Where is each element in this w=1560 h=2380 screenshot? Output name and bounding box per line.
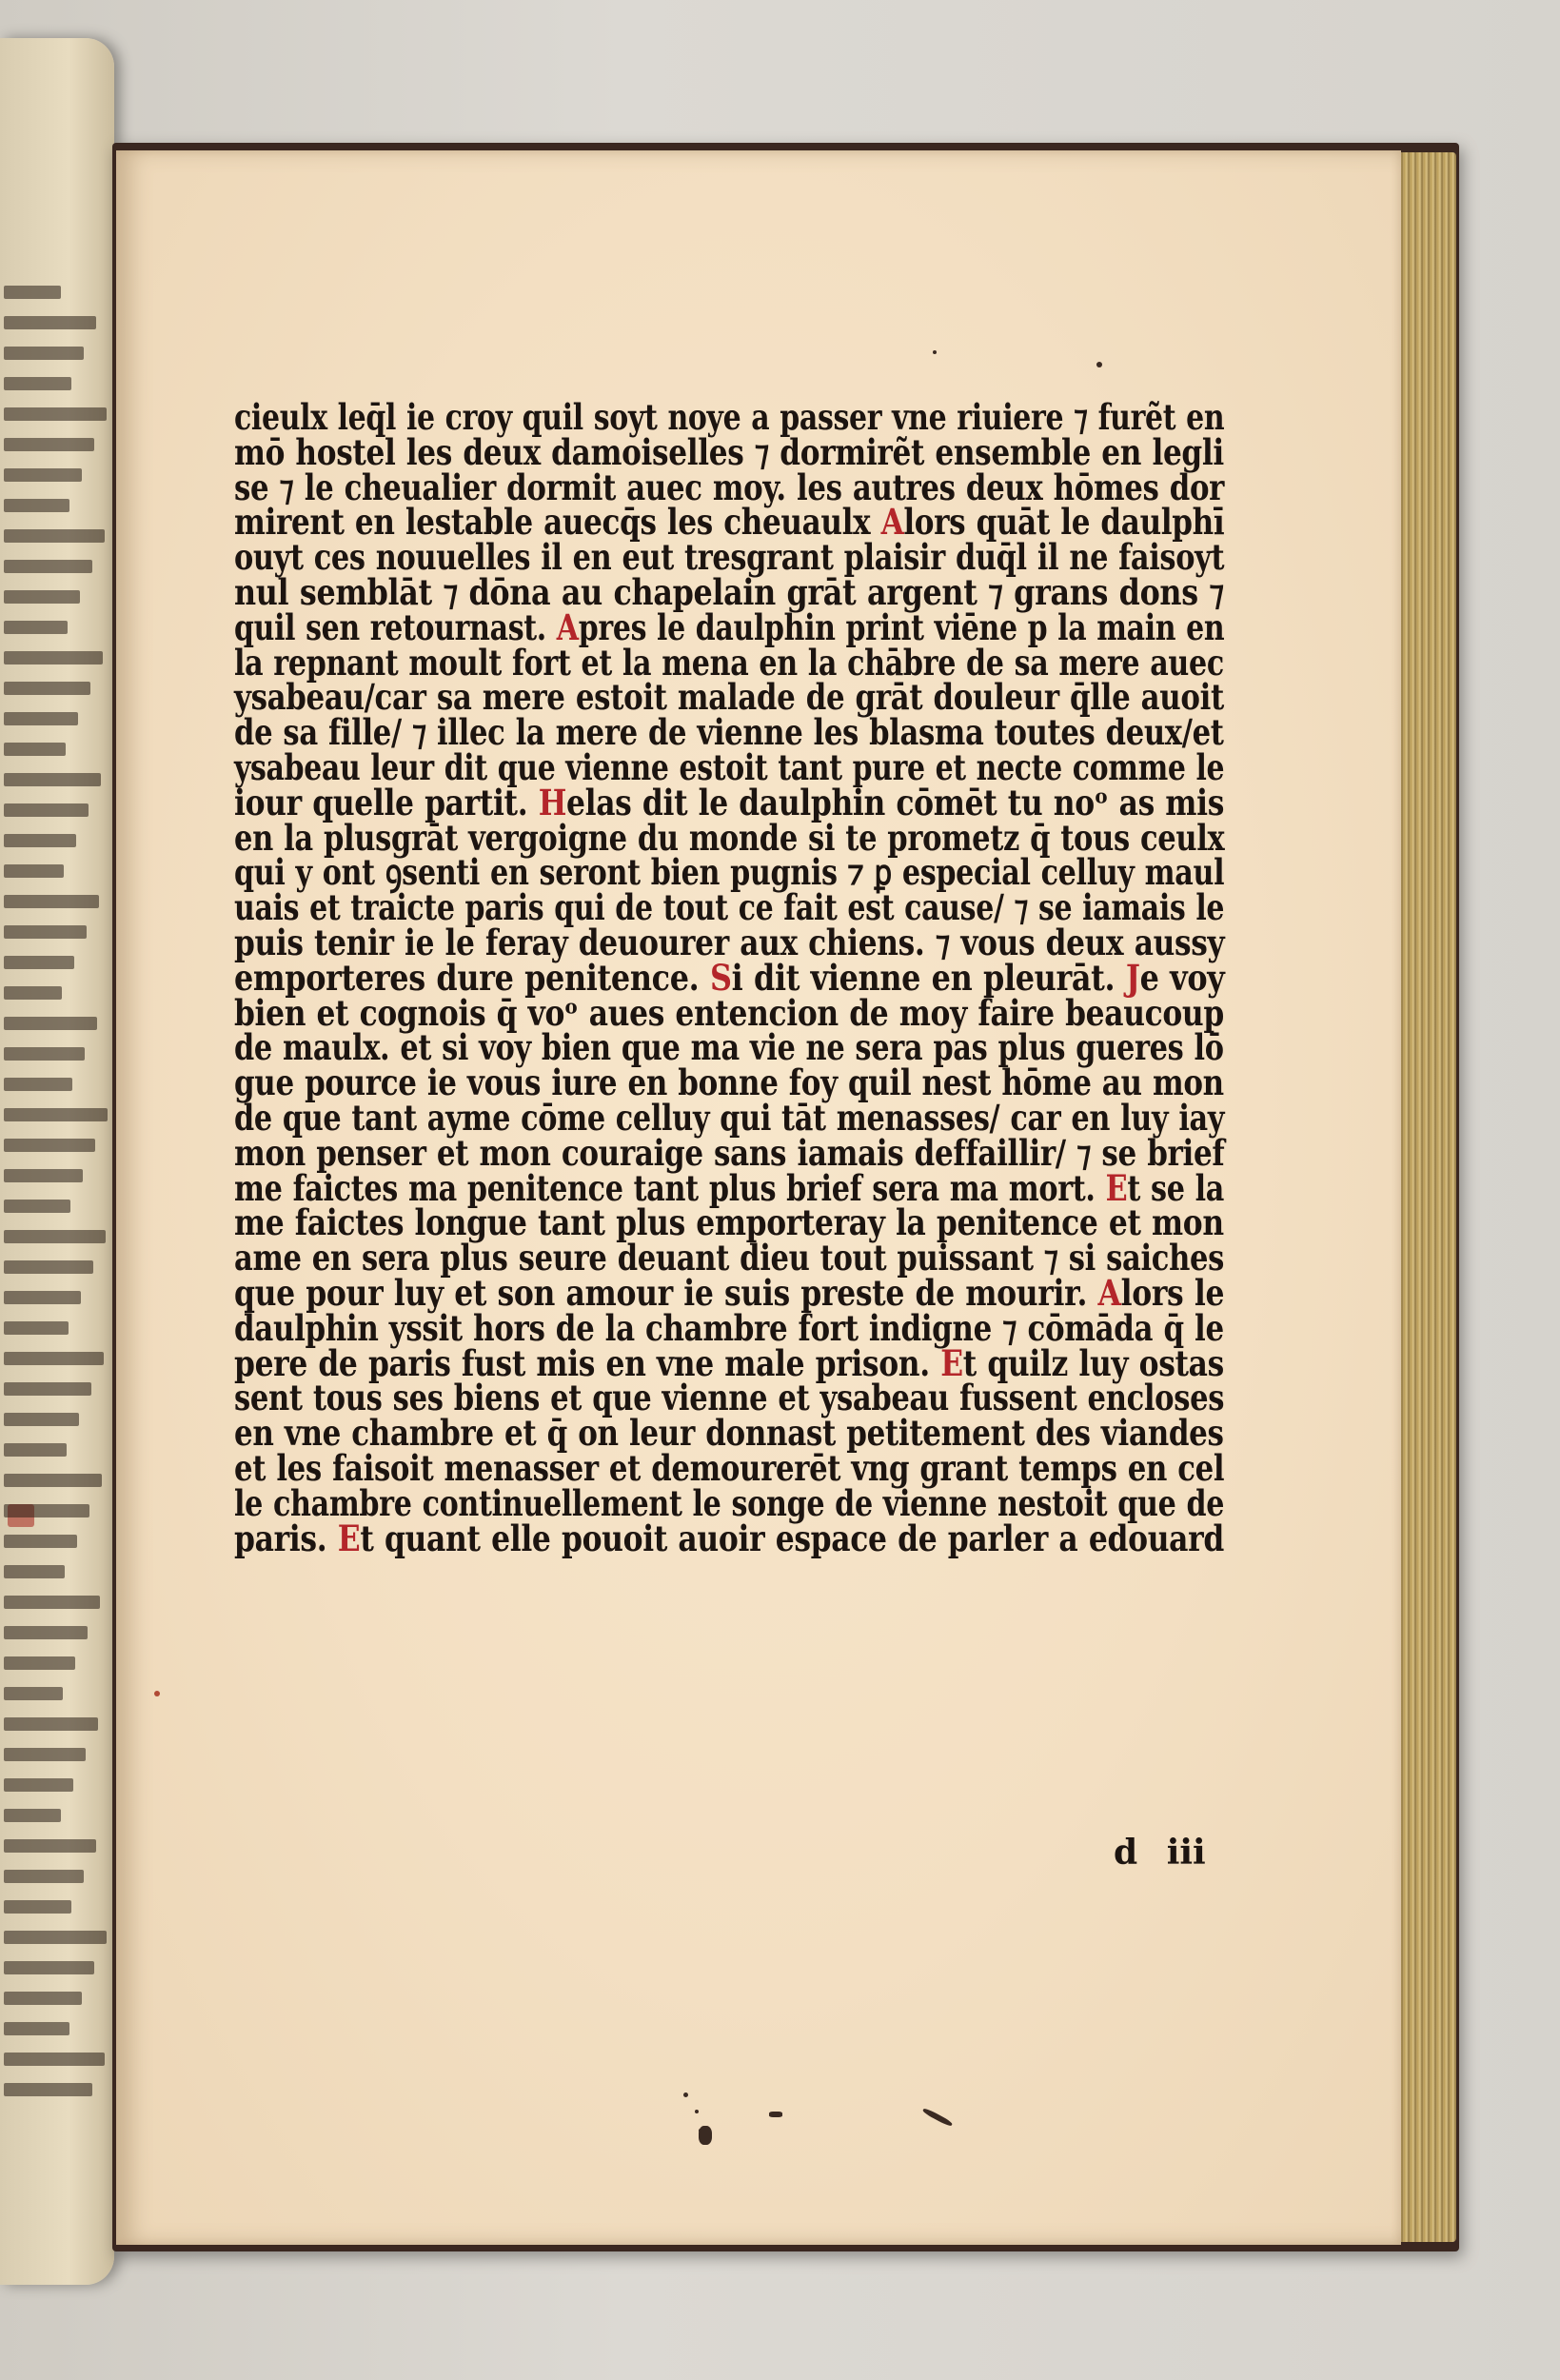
ink-speck bbox=[1096, 362, 1102, 367]
left-page-text-fragment bbox=[4, 1565, 65, 1578]
left-page-text-fragment bbox=[4, 1230, 106, 1243]
rubricated-initial: H bbox=[538, 781, 567, 823]
left-page-text-fragment bbox=[4, 1656, 75, 1670]
left-page-text-fragment bbox=[4, 1413, 79, 1426]
text-line-main: de que tant ayme cōme celluy qui tāt menasses/ car en luy iay bbox=[234, 1096, 1225, 1139]
text-line bbox=[234, 711, 1224, 754]
text-line-main: puis tenir ie le feray deuourer aux chiens. ⁊ vous deux aussy bbox=[234, 921, 1225, 963]
ink-smudge bbox=[922, 2107, 954, 2127]
text-line bbox=[234, 851, 1225, 894]
left-page-text-fragment bbox=[4, 468, 82, 482]
text-line bbox=[234, 1166, 1225, 1209]
ink-smudge bbox=[699, 2126, 712, 2145]
left-page-text-fragment bbox=[4, 925, 87, 939]
left-page-text-fragment bbox=[4, 1078, 72, 1091]
text-line-main: ame en sera plus seure deuant dieu tout puissant ⁊ si saiches bbox=[234, 1237, 1225, 1279]
left-page-text-fragment bbox=[4, 1200, 70, 1213]
left-page-text-fragment bbox=[4, 1931, 107, 1944]
text-line-continuation: pres le daulphin print viēne p la main en bbox=[578, 605, 1225, 648]
text-line bbox=[234, 1096, 1225, 1139]
text-line bbox=[234, 396, 1225, 438]
left-page-text-fragment bbox=[4, 2053, 105, 2066]
left-page-text-fragment bbox=[4, 1382, 91, 1396]
text-line-main: en vne chambre et q̄ on leur donnast petitement des viandes bbox=[234, 1412, 1224, 1455]
text-line-main: bien et cognois q̄ voᵒ aues entencion de moy faire beaucoup bbox=[234, 991, 1224, 1034]
text-line bbox=[234, 1026, 1224, 1069]
text-line-main: et les faisoit menasser et demourerēt vng grant temps en cel bbox=[234, 1446, 1225, 1489]
left-page-text-fragment bbox=[4, 773, 101, 786]
text-line-continuation: t se la bbox=[1127, 1166, 1225, 1209]
text-line-main: mirent en lestable auecq̄s les cheuaulx bbox=[234, 501, 871, 544]
text-line-main: ysabeau leur dit que vienne estoit tant pure et necte comme le bbox=[234, 745, 1225, 788]
rubricated-initial: E bbox=[940, 1341, 963, 1384]
left-page-text-fragment bbox=[4, 834, 76, 847]
left-page-text-fragment bbox=[4, 712, 78, 725]
text-line-main: iour quelle partit. bbox=[234, 781, 528, 823]
left-page-text-fragment bbox=[4, 1260, 93, 1274]
left-page-text-fragment bbox=[4, 2022, 69, 2035]
text-line-main: qui y ont ꝯsenti en seront bien pugnis ⁊ ꝑ especial celluy maul bbox=[234, 851, 1225, 894]
text-line bbox=[234, 570, 1224, 613]
left-page-text-fragment bbox=[4, 1839, 96, 1853]
left-page-text-fragment bbox=[4, 1900, 71, 1914]
left-page-text-fragment bbox=[4, 1047, 85, 1061]
text-line-main: le chambre continuellement le songe de vienne nestoit que de bbox=[234, 1481, 1225, 1524]
text-line-main: cieulx leq̄l ie croy quil soyt noye a passer vne riuiere ⁊ furẽt en bbox=[234, 396, 1225, 438]
text-line bbox=[234, 886, 1225, 929]
text-line bbox=[234, 676, 1224, 719]
text-line-main: paris. bbox=[234, 1517, 327, 1559]
rubricated-initial: S bbox=[709, 956, 732, 999]
text-line bbox=[234, 536, 1225, 579]
left-page-text-fragment bbox=[4, 560, 92, 573]
text-line bbox=[234, 1341, 1224, 1384]
text-line bbox=[234, 1446, 1225, 1489]
text-line-main: sent tous ses biens et que vienne et ysabeau fussent encloses bbox=[234, 1377, 1225, 1419]
rubricated-initial: A bbox=[1097, 1271, 1121, 1314]
left-page-text-fragment bbox=[4, 1870, 84, 1883]
text-line bbox=[234, 1377, 1225, 1419]
text-line bbox=[234, 605, 1225, 648]
left-page-text-fragment bbox=[4, 1139, 95, 1152]
left-page-text-fragment bbox=[4, 1291, 81, 1304]
text-line bbox=[234, 1306, 1224, 1349]
left-page-text-fragment bbox=[4, 316, 96, 329]
text-line bbox=[234, 745, 1225, 788]
left-page-text-fragment bbox=[4, 1809, 61, 1822]
text-line bbox=[234, 1517, 1224, 1559]
text-line-main: de maulx. et si voy bien que ma vie ne sera pas plus gueres lō bbox=[234, 1026, 1224, 1069]
rubricated-initial: E bbox=[337, 1517, 361, 1559]
text-line-main: nul semblāt ⁊ dōna au chapelain grāt argent ⁊ grans dons ⁊ bbox=[234, 570, 1224, 613]
rubricated-initial: A bbox=[880, 501, 904, 544]
left-page-text-fragment bbox=[4, 1474, 102, 1487]
printed-text-block bbox=[234, 396, 1225, 1559]
left-page-text-fragment bbox=[4, 864, 64, 878]
left-facing-page bbox=[0, 38, 114, 2285]
text-line-main: de sa fille/ ⁊ illec la mere de vienne les blasma toutes deux/et bbox=[234, 711, 1224, 754]
left-page-text-fragment bbox=[4, 407, 107, 421]
text-line-continuation: t quant elle pouoit auoir espace de parler a edouard bbox=[360, 1517, 1224, 1559]
text-line-continuation: e voy bbox=[1139, 956, 1225, 999]
text-line-main: uais et traicte paris qui de tout ce fait est cause/ ⁊ se iamais le bbox=[234, 886, 1225, 929]
text-line bbox=[234, 816, 1225, 859]
text-line-main: ysabeau/car sa mere estoit malade de grāt douleur q̄lle auoit bbox=[234, 676, 1224, 719]
left-page-text-fragment bbox=[4, 590, 80, 604]
left-page-text-fragment bbox=[4, 621, 68, 634]
left-page-text-fragment bbox=[4, 1535, 77, 1548]
text-line bbox=[234, 921, 1225, 963]
text-line-continuation: lors le bbox=[1120, 1271, 1225, 1314]
text-line-main: daulphin yssit hors de la chambre fort indigne ⁊ cōmāda q̄ le bbox=[234, 1306, 1224, 1349]
rubricated-initial: J bbox=[1125, 956, 1140, 999]
text-line bbox=[234, 1201, 1224, 1244]
text-line-main: mon penser et mon couraige sans iamais deffaillir/ ⁊ se brief bbox=[234, 1131, 1225, 1174]
text-line-main: gue pource ie vous iure en bonne foy quil nest hōme au mon bbox=[234, 1061, 1224, 1104]
left-page-text-fragment bbox=[4, 1748, 86, 1761]
text-line bbox=[234, 641, 1224, 684]
left-page-text-fragment bbox=[4, 803, 89, 817]
left-page-text-fragment bbox=[4, 1169, 83, 1182]
text-line bbox=[234, 430, 1224, 473]
left-page-text-fragment bbox=[4, 1443, 67, 1457]
left-page-text-fragment bbox=[4, 651, 103, 664]
left-page-text-fragment bbox=[4, 529, 105, 543]
text-line bbox=[234, 501, 1225, 544]
text-line-main: pere de paris fust mis en vne male prison. bbox=[234, 1341, 930, 1384]
left-page-text-fragment bbox=[4, 1596, 100, 1609]
text-line-main: la repnant moult fort et la mena en la chābre de sa mere auec bbox=[234, 641, 1224, 684]
text-line-main: me faictes longue tant plus emporteray la penitence et mon bbox=[234, 1201, 1224, 1244]
text-line bbox=[234, 956, 1225, 999]
left-page-text-fragment bbox=[4, 438, 94, 451]
red-speck bbox=[154, 1691, 160, 1696]
left-page-text-fragment bbox=[4, 895, 99, 908]
text-line bbox=[234, 1237, 1225, 1279]
left-page-text-fragment bbox=[4, 682, 90, 695]
left-page-text-fragment bbox=[4, 986, 62, 1000]
gilt-page-edges bbox=[1397, 152, 1456, 2242]
signature-mark: d iii bbox=[1114, 1833, 1206, 1873]
left-page-text-fragment bbox=[4, 1352, 104, 1365]
text-line bbox=[234, 781, 1225, 823]
text-line-main: ouyt ces nouuelles il en eut tresgrant plaisir duq̄l il ne faisoyt bbox=[234, 536, 1225, 579]
text-line bbox=[234, 1131, 1225, 1174]
ink-speck bbox=[695, 2110, 699, 2113]
left-page-text-fragment bbox=[4, 1321, 69, 1335]
text-line-continuation: t quilz luy ostas bbox=[962, 1341, 1224, 1384]
text-line-main: se ⁊ le cheualier dormit auec moy. les autres deux hōmes dor bbox=[234, 466, 1225, 508]
left-page-text-fragment bbox=[4, 377, 71, 390]
left-page-text-fragment bbox=[4, 347, 84, 360]
left-page-text-fragment bbox=[4, 1504, 89, 1517]
left-page-text-fragment bbox=[4, 1992, 82, 2005]
text-line-main: en la plusgrāt vergoigne du monde si te prometz q̄ tous ceulx bbox=[234, 816, 1225, 859]
text-line-continuation: i dit vienne en pleurāt. bbox=[731, 956, 1116, 999]
text-line-main: me faictes ma penitence tant plus brief sera ma mort. bbox=[234, 1166, 1096, 1209]
left-page-text-fragment bbox=[4, 1626, 88, 1639]
text-line bbox=[234, 991, 1224, 1034]
left-page-text-fragment bbox=[4, 1017, 97, 1030]
ink-speck bbox=[933, 350, 937, 354]
left-page-text-fragment bbox=[4, 956, 74, 969]
rubricated-initial: A bbox=[556, 605, 579, 648]
text-line-continuation: lors quāt le daulphī bbox=[903, 501, 1225, 544]
text-line-main: que pour luy et son amour ie suis preste de mourir. bbox=[234, 1271, 1088, 1314]
left-page-text-fragment bbox=[4, 1717, 98, 1731]
left-page-text-fragment bbox=[4, 1778, 73, 1792]
left-page-text-fragment bbox=[4, 1108, 108, 1121]
ink-speck bbox=[683, 2092, 688, 2097]
text-line bbox=[234, 1481, 1225, 1524]
left-page-text-fragment bbox=[4, 1961, 94, 1974]
text-line-main: quil sen retournast. bbox=[234, 605, 546, 648]
left-page-text-fragment bbox=[4, 2083, 92, 2096]
ink-speck bbox=[769, 2112, 782, 2117]
text-line-main: mō hostel les deux damoiselles ⁊ dormirẽt ensemble en legli bbox=[234, 430, 1224, 473]
text-line bbox=[234, 1271, 1225, 1314]
rubricated-initial: E bbox=[1105, 1166, 1128, 1209]
text-line bbox=[234, 1061, 1224, 1104]
left-page-text-fragment bbox=[4, 743, 66, 756]
text-line bbox=[234, 466, 1225, 508]
left-page-text-fragment bbox=[4, 499, 69, 512]
left-page-text-fragment bbox=[4, 286, 61, 299]
text-line bbox=[234, 1412, 1224, 1455]
text-line-continuation: elas dit le daulphin cōmēt tu noᵒ as mis bbox=[566, 781, 1225, 823]
left-page-text-fragment bbox=[4, 1687, 63, 1700]
text-line-main: emporteres dure penitence. bbox=[234, 956, 700, 999]
